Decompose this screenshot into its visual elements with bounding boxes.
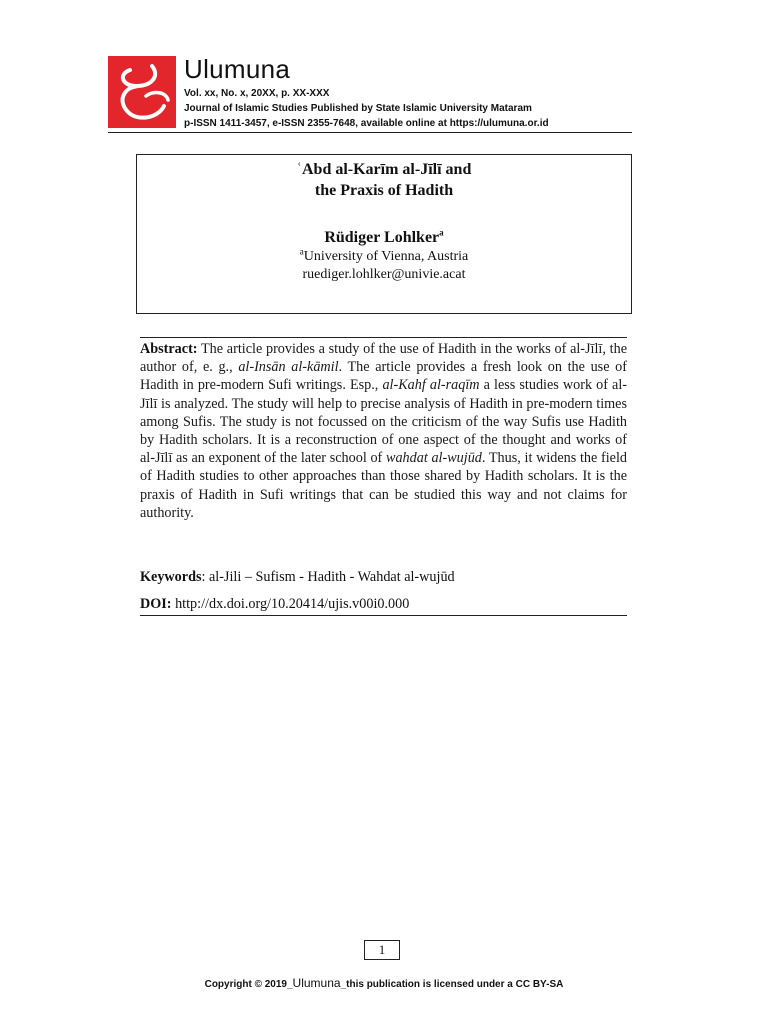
copyright-prefix: Copyright © 2019_ [204, 979, 293, 990]
abstract-italic-2: al-Kahf al-raqīm [382, 377, 480, 394]
abstract [140, 340, 627, 522]
doi-label: DOI: [140, 596, 172, 612]
abstract-label: Abstract: [140, 341, 198, 357]
title-box [136, 154, 632, 314]
copyright-notice [0, 976, 768, 990]
logo-glyph [108, 56, 176, 128]
article-title [137, 159, 631, 201]
abstract-text-1: The article provides a study of the use of Hadith in the works of al-Jīlī, the author of, e. g., [140, 341, 627, 376]
title-line-2: the Praxis of Hadith [314, 182, 454, 199]
page-number: 1 [364, 940, 400, 960]
author-name [137, 228, 631, 248]
journal-name: Ulumuna [184, 54, 291, 84]
journal-meta [184, 86, 549, 131]
abstract-bottom-divider [140, 615, 627, 616]
affiliation-superscript: a [299, 246, 304, 257]
keywords-label: Keywords [140, 569, 202, 585]
abstract-italic-1: al-Insān al-kāmil [238, 359, 339, 376]
affiliation [137, 248, 631, 266]
abstract-italic-3: wahdat al-wujūd [385, 450, 482, 467]
author-superscript: a [439, 227, 444, 238]
issn-line: p-ISSN 1411-3457, e-ISSN 2355-7648, available online at https://ulumuna.or.id [184, 118, 549, 129]
title-line-1: ʿAbd al-Karīm al-Jīlī and [296, 161, 472, 178]
abstract-text-3: a less studies work of al-Jīlī is analyzed. The study will help to precise analysis of Hadith in pre-modern times among Sufis. The study is not focussed on the criticism of the way Sufis use Hadith by Hadith scholars. It is a reconstruction of one aspect of the thought and works of al-Jīlī as an exponent of the later school of [140, 377, 628, 467]
copyright-journal-name: Ulumuna [292, 976, 341, 990]
abstract-top-divider [140, 337, 627, 338]
volume-line: Vol. xx, No. x, 20XX, p. XX-XXX [184, 88, 330, 99]
header-divider [108, 132, 632, 133]
doi [140, 595, 627, 613]
keywords-value: : al-Jili – Sufism - Hadith - Wahdat al-wujūd [201, 569, 455, 585]
affiliation-text: University of Vienna, Austria [303, 249, 469, 264]
publisher-line: Journal of Islamic Studies Published by State Islamic University Mataram [184, 103, 532, 114]
ulumuna-logo-icon [108, 56, 176, 128]
doi-link[interactable]: http://dx.doi.org/10.20414/ujis.v00i0.000 [171, 596, 410, 612]
abstract-text-2: . The article provides a fresh look on the use of Hadith in pre-modern Sufi writings. Esp., [140, 359, 627, 394]
abstract-text-4: . Thus, it widens the field of Hadith studies to other approaches than those shared by Hadith scholars. It is the praxis of Hadith in Sufi writings that can be studied this way and not claims for authority. [140, 450, 627, 521]
author-email: ruediger.lohlker@univie.acat [302, 267, 466, 282]
author-text: Rüdiger Lohlker [324, 229, 440, 246]
keywords [140, 568, 627, 586]
copyright-license: _this publication is licensed under a CC BY-SA [340, 979, 564, 990]
